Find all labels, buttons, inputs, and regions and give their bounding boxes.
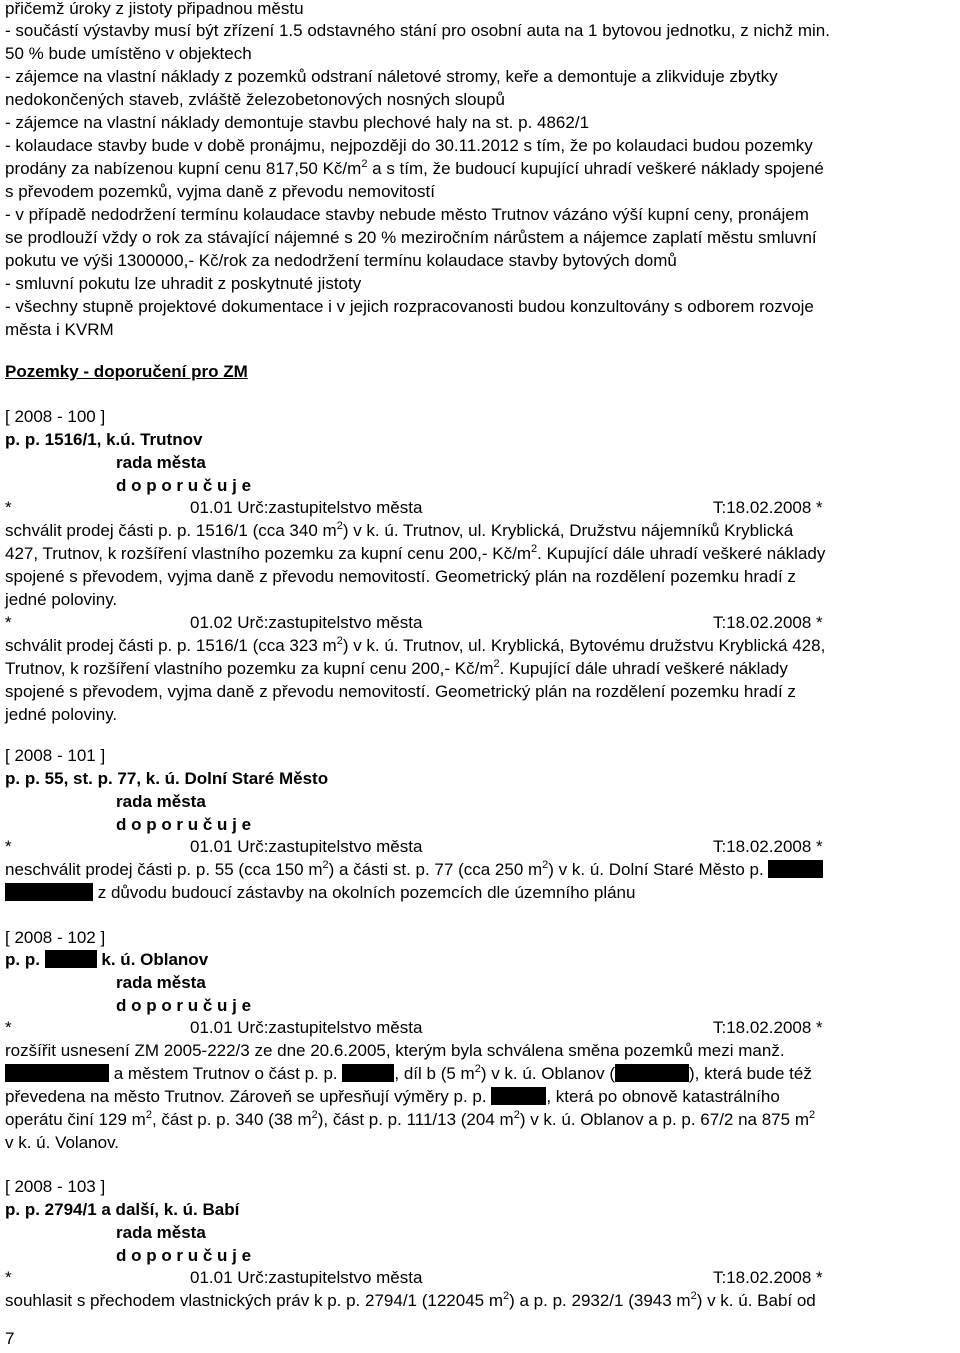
text-segment: k. ú. Oblanov	[96, 950, 209, 969]
text-segment: ) v k. ú. Dolní Staré Město p.	[548, 860, 764, 879]
star-marker: *	[5, 837, 12, 856]
text-line	[5, 1086, 780, 1108]
star-marker: *	[5, 1268, 12, 1287]
text-segment: p. p.	[5, 950, 40, 969]
redaction-block	[5, 1064, 109, 1082]
item-title: p. p. 2794/1 a další, k. ú. Babí	[5, 1200, 240, 1219]
resolution-code: 01.01 Urč:zastupitelstvo města	[190, 1268, 423, 1287]
text-segment: převedena na město Trutnov. Zároveň se upřesňují výměry p. p.	[5, 1087, 487, 1106]
text-segment: . Kupující dále uhradí veškeré náklady	[537, 544, 826, 563]
deadline: T:18.02.2008 *	[713, 1018, 823, 1037]
text-segment: . Kupující dále uhradí veškeré náklady	[499, 659, 788, 678]
item-title	[5, 949, 208, 971]
text-line: s převodem pozemků, vyjma daně z převodu nemovitostí	[5, 182, 435, 201]
text-line: se prodlouží vždy o rok za stávající nájemné s 20 % meziročním nárůstem a nájemce zaplatí městu smluvní	[5, 228, 817, 247]
item-title: p. p. 1516/1, k.ú. Trutnov	[5, 430, 203, 449]
text-segment: , která po obnově katastrálního	[546, 1087, 780, 1106]
text-line	[5, 1290, 816, 1312]
text-segment: schválit prodej části p. p. 1516/1 (cca 340 m	[5, 521, 337, 540]
resolution-header	[5, 836, 945, 858]
deadline: T:18.02.2008 *	[713, 498, 823, 517]
recommends-label: d o p o r u č u j e	[116, 1246, 252, 1265]
text-segment: , část p. p. 340 (38 m	[151, 1110, 312, 1129]
redaction-block	[615, 1064, 689, 1082]
text-line: - součástí výstavby musí být zřízení 1.5 odstavného stání pro osobní auta na 1 bytovou jednotku, z nichž min.	[5, 21, 830, 40]
superscript: 2	[361, 158, 368, 170]
text-line	[5, 520, 793, 542]
deadline: T:18.02.2008 *	[713, 837, 823, 856]
text-segment: prodány za nabízenou kupní cenu 817,50 Kč/m	[5, 159, 362, 178]
superscript: 2	[503, 1290, 510, 1302]
text-segment: a s tím, že budoucí kupující uhradí veškeré náklady spojené	[367, 159, 824, 178]
text-segment: souhlasit s přechodem vlastnických práv k p. p. 2794/1 (122045 m	[5, 1291, 503, 1310]
text-line	[5, 882, 635, 904]
text-segment: z důvodu budoucí zástavby na okolních pozemcích dle územního plánu	[93, 883, 636, 902]
page-number: 7	[5, 1329, 15, 1348]
resolution-header	[5, 1267, 945, 1289]
text-line: - smluvní pokutu lze uhradit z poskytnuté jistoty	[5, 274, 362, 293]
recommends-label: d o p o r u č u j e	[116, 996, 252, 1015]
text-line: v k. ú. Volanov.	[5, 1133, 120, 1152]
rada-label: rada města	[116, 973, 206, 992]
recommends-label: d o p o r u č u j e	[116, 815, 252, 834]
superscript: 2	[474, 1063, 481, 1075]
resolution-header	[5, 1017, 945, 1039]
text-segment: 427, Trutnov, k rozšíření vlastního pozemku za kupní cenu 200,- Kč/m	[5, 544, 532, 563]
text-line: spojené s převodem, vyjma daně z převodu nemovitostí. Geometrický plán na rozdělení pozemku hradí z	[5, 567, 796, 586]
text-segment: ) a p. p. 2932/1 (3943 m	[509, 1291, 691, 1310]
text-segment: ) v k. ú. Oblanov a p. p. 67/2 na 875 m	[519, 1110, 809, 1129]
text-segment: , díl b (5 m	[394, 1064, 475, 1083]
text-line: přičemž úroky z jistoty připadnou městu	[5, 0, 304, 18]
superscript: 2	[336, 635, 343, 647]
redaction-block	[491, 1087, 546, 1105]
text-line: jedné poloviny.	[5, 590, 118, 609]
text-line	[5, 158, 824, 180]
superscript: 2	[690, 1290, 697, 1302]
recommends-label: d o p o r u č u j e	[116, 476, 252, 495]
rada-label: rada města	[116, 792, 206, 811]
resolution-code: 01.01 Urč:zastupitelstvo města	[190, 498, 423, 517]
text-line	[5, 543, 825, 565]
text-line	[5, 1063, 812, 1085]
text-segment: ), část p. p. 111/13 (204 m	[317, 1110, 514, 1129]
superscript: 2	[531, 543, 538, 555]
text-line	[5, 1109, 815, 1131]
star-marker: *	[5, 498, 12, 517]
redaction-block	[45, 950, 97, 968]
item-ref: [ 2008 - 101 ]	[5, 746, 106, 765]
superscript: 2	[513, 1109, 520, 1121]
deadline: T:18.02.2008 *	[713, 613, 823, 632]
text-line: - zájemce na vlastní náklady demontuje stavbu plechové haly na st. p. 4862/1	[5, 113, 590, 132]
text-line	[5, 635, 825, 657]
text-line: nedokončených staveb, zvláště železobetonových nosných sloupů	[5, 90, 505, 109]
item-ref: [ 2008 - 102 ]	[5, 928, 106, 947]
text-segment: operátu činí 129 m	[5, 1110, 146, 1129]
resolution-code: 01.02 Urč:zastupitelstvo města	[190, 613, 423, 632]
star-marker: *	[5, 613, 12, 632]
text-line: - kolaudace stavby bude v době pronájmu, nejpozději do 30.11.2012 s tím, že po kolaudaci budou pozemky	[5, 136, 813, 155]
text-segment: ) v k. ú. Oblanov (	[480, 1064, 615, 1083]
redaction-block	[5, 883, 93, 901]
deadline: T:18.02.2008 *	[713, 1268, 823, 1287]
item-ref: [ 2008 - 100 ]	[5, 407, 106, 426]
star-marker: *	[5, 1018, 12, 1037]
text-line	[5, 859, 823, 881]
text-line: - zájemce na vlastní náklady z pozemků odstraní náletové stromy, keře a demontuje a zlikviduje zbytky	[5, 67, 778, 86]
text-segment: ) a části st. p. 77 (cca 250 m	[328, 860, 543, 879]
text-segment: schválit prodej části p. p. 1516/1 (cca 323 m	[5, 636, 337, 655]
text-segment: Trutnov, k rozšíření vlastního pozemku za kupní cenu 200,- Kč/m	[5, 659, 494, 678]
superscript: 2	[336, 520, 343, 532]
item-title: p. p. 55, st. p. 77, k. ú. Dolní Staré Město	[5, 769, 329, 788]
text-segment: ) v k. ú. Trutnov, ul. Kryblická, Družstvu nájemníků Kryblická	[342, 521, 794, 540]
text-segment: ), která bude též	[689, 1064, 812, 1083]
text-line: pokutu ve výši 1300000,- Kč/rok za nedodržení termínu kolaudace stavby bytových domů	[5, 251, 677, 270]
text-line: 50 % bude umístěno v objektech	[5, 44, 252, 63]
section-heading: Pozemky - doporučení pro ZM	[5, 362, 248, 381]
text-line	[5, 658, 788, 680]
item-ref: [ 2008 - 103 ]	[5, 1177, 106, 1196]
resolution-header	[5, 497, 945, 519]
text-line: - všechny stupně projektové dokumentace i v jejich rozpracovanosti budou konzultovány s odborem rozvoje	[5, 297, 814, 316]
superscript: 2	[145, 1109, 152, 1121]
rada-label: rada města	[116, 453, 206, 472]
resolution-header	[5, 612, 945, 634]
resolution-code: 01.01 Urč:zastupitelstvo města	[190, 837, 423, 856]
text-segment: ) v k. ú. Trutnov, ul. Kryblická, Bytovému družstvu Kryblická 428,	[342, 636, 826, 655]
text-segment: a městem Trutnov o část p. p.	[109, 1064, 338, 1083]
text-line: města i KVRM	[5, 320, 114, 339]
text-segment: neschválit prodej části p. p. 55 (cca 150 m	[5, 860, 323, 879]
superscript: 2	[322, 859, 329, 871]
text-segment: ) v k. ú. Babí od	[696, 1291, 816, 1310]
text-line: jedné poloviny.	[5, 705, 118, 724]
superscript: 2	[808, 1109, 816, 1121]
rada-label: rada města	[116, 1223, 206, 1242]
superscript: 2	[493, 658, 500, 670]
superscript: 2	[542, 859, 549, 871]
text-line: - v případě nedodržení termínu kolaudace stavby nebude město Trutnov vázáno výší kupní ceny, pronájem	[5, 205, 809, 224]
redaction-block	[768, 860, 823, 878]
superscript: 2	[311, 1109, 318, 1121]
resolution-code: 01.01 Urč:zastupitelstvo města	[190, 1018, 423, 1037]
redaction-block	[342, 1064, 394, 1082]
text-line: rozšířit usnesení ZM 2005-222/3 ze dne 20.6.2005, kterým byla schválena směna pozemků mezi manž.	[5, 1041, 785, 1060]
text-line: spojené s převodem, vyjma daně z převodu nemovitostí. Geometrický plán na rozdělení pozemku hradí z	[5, 682, 796, 701]
